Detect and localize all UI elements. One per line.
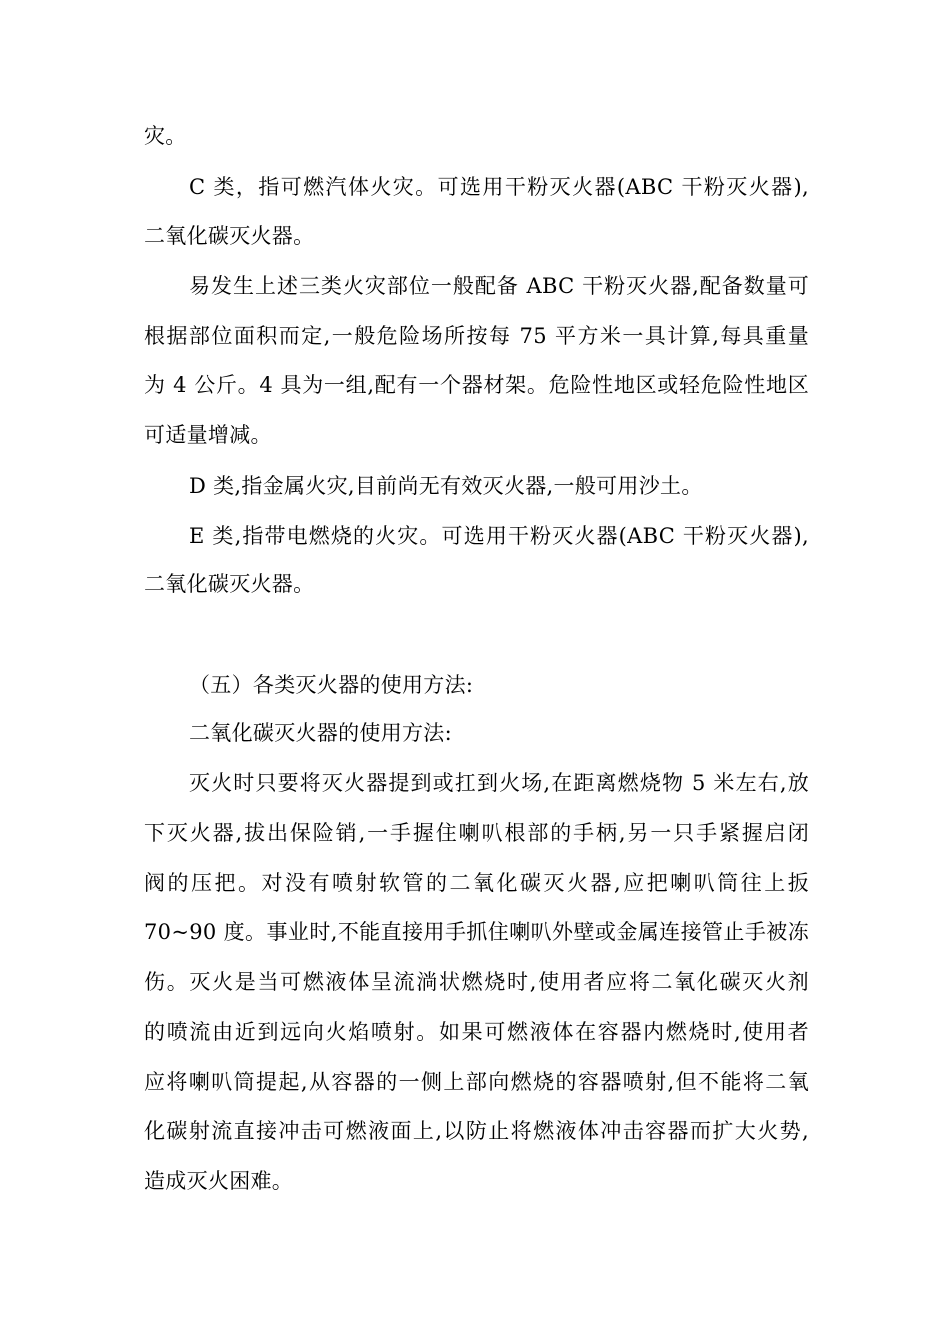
subsection-heading: 二氧化碳灭火器的使用方法:	[189, 721, 452, 745]
paragraph-line: 应将喇叭筒提起,从容器的一侧上部向燃烧的容器喷射,但不能将二氧	[144, 1070, 809, 1094]
paragraph-line: 造成灭火困难。	[144, 1169, 294, 1193]
paragraph-line: 伤。灭火是当可燃液体呈流淌状燃烧时,使用者应将二氧化碳灭火剂	[144, 970, 809, 994]
paragraph-line: 灾。	[144, 124, 187, 148]
paragraph-line: C 类，指可燃汽体火灾。可选用干粉灭火器(ABC 干粉灭火器),	[189, 175, 809, 199]
paragraph-line: E 类,指带电燃烧的火灾。可选用干粉灭火器(ABC 干粉灭火器),	[189, 524, 809, 548]
paragraph-line: 化碳射流直接冲击可燃液面上,以防止将燃液体冲击容器而扩大火势,	[144, 1119, 809, 1143]
paragraph-line: 阀的压把。对没有喷射软管的二氧化碳灭火器,应把喇叭筒往上扳	[144, 871, 809, 895]
paragraph-line: 可适量增减。	[144, 423, 272, 447]
paragraph-line: D 类,指金属火灾,目前尚无有效灭火器,一般可用沙土。	[189, 474, 703, 498]
section-heading: （五）各类灭火器的使用方法:	[189, 673, 474, 697]
paragraph-line: 易发生上述三类火灾部位一般配备 ABC 干粉灭火器,配备数量可	[189, 274, 809, 298]
paragraph-line: 根据部位面积而定,一般危险场所按每 75 平方米一具计算,每具重量	[144, 324, 809, 348]
paragraph-line: 二氧化碳灭火器。	[144, 572, 315, 596]
paragraph-line: 二氧化碳灭火器。	[144, 224, 315, 248]
paragraph-line: 的喷流由近到远向火焰喷射。如果可燃液体在容器内燃烧时,使用者	[144, 1020, 809, 1044]
paragraph-line: 灭火时只要将灭火器提到或扛到火场,在距离燃烧物 5 米左右,放	[189, 771, 809, 795]
paragraph-line: 下灭火器,拔出保险销,一手握住喇叭根部的手柄,另一只手紧握启闭	[144, 821, 809, 845]
paragraph-line: 为 4 公斤。4 具为一组,配有一个器材架。危险性地区或轻危险性地区	[144, 373, 809, 397]
paragraph-line: 70~90 度。事业时,不能直接用手抓住喇叭外壁或金属连接管止手被冻	[144, 920, 809, 944]
